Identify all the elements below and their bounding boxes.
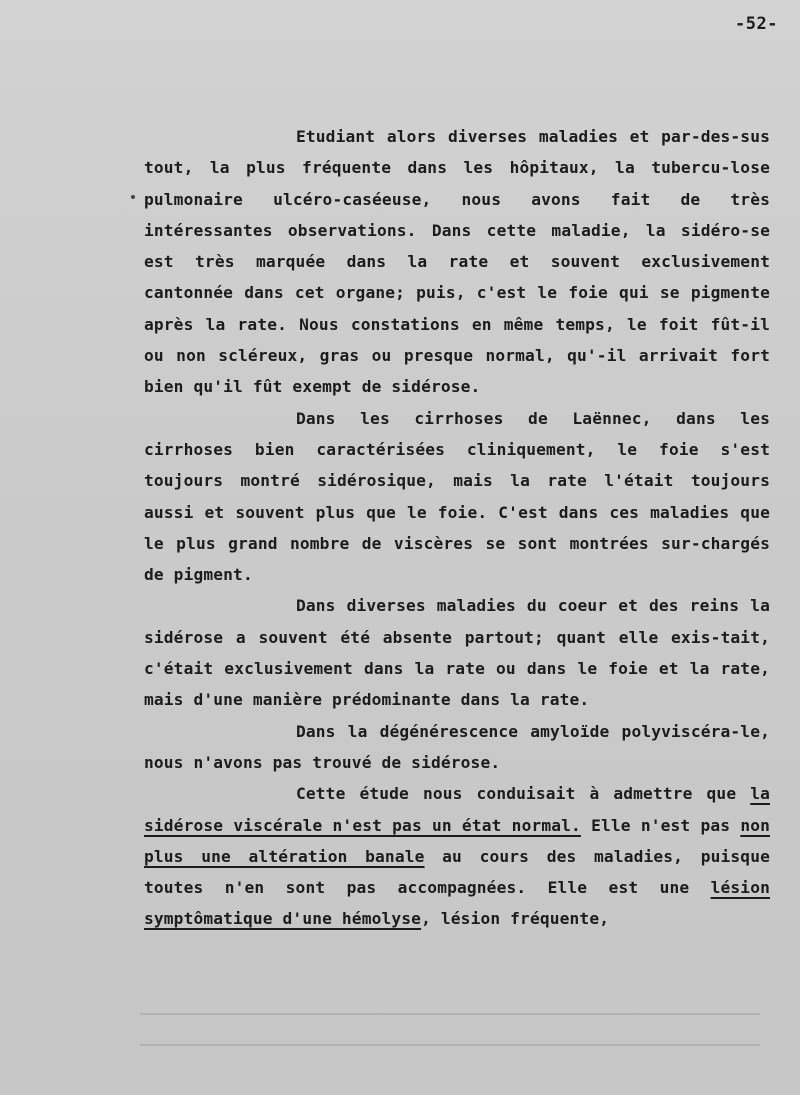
paragraph-coeur-reins [144,590,770,715]
text-segment: Etudiant alors diverses maladies et par-des-sus tout, la plus fréquente dans les hôpitaux, la tubercu-lose pulmonaire ulcéro-caséeuse, nous avons fait de très intéressantes observations. Dans cette maladie, la sidéro-se est très marquée dans la rate et souvent exclusivement cantonnée dans cet organe; puis, c'est le foie qui se pigmente après la rate. Nous constations en même temps, le foit fût-il ou non scléreux, gras ou presque normal, qu'-il arrivait fort bien qu'il fût exempt de sidérose. [144,127,770,397]
underlined-text: la sidérose viscérale n'est pas un état normal. [144,784,770,835]
paragraph-conclusion [144,778,770,934]
underlined-text: lésion symptômatique d'une hémolyse [144,878,770,929]
text-segment: Dans diverses maladies du coeur et des reins la sidérose a souvent été absente partout; quant elle exis-tait, c'était exclusivement dans la rate ou dans le foie et la rate, mais d'une manière prédominante dans la rate. [144,596,770,710]
paragraph-tuberculose [144,121,770,403]
underlined-text: non plus une altération banale [144,815,770,866]
text-segment: Dans les cirrhoses de Laënnec, dans les cirrhoses bien caractérisées cliniquement, le foie s'est toujours montré sidérosique, mais la rate l'était toujours aussi et souvent plus que le foie. C'est dans ces maladies que le plus grand nombre de viscères se sont montrées sur-chargés de pigment. [144,408,770,585]
text-segment: , lésion fréquente, [421,909,610,929]
show-through-text [140,995,760,1065]
document-body [144,121,770,935]
paragraph-amyloide [144,716,770,779]
paragraph-cirrhoses [144,403,770,591]
text-segment: Elle n'est pas [580,815,741,835]
text-segment: au cours des maladies, puisque toutes n'en sont pas accompagnées. Elle est une [144,846,770,898]
text-segment: Cette étude nous conduisait à admettre que [296,784,751,804]
margin-mark [131,195,135,199]
text-segment: Dans la dégénérescence amyloïde polyviscéra-le, nous n'avons pas trouvé de sidérose. [144,721,770,772]
page-number: -52- [735,14,778,34]
